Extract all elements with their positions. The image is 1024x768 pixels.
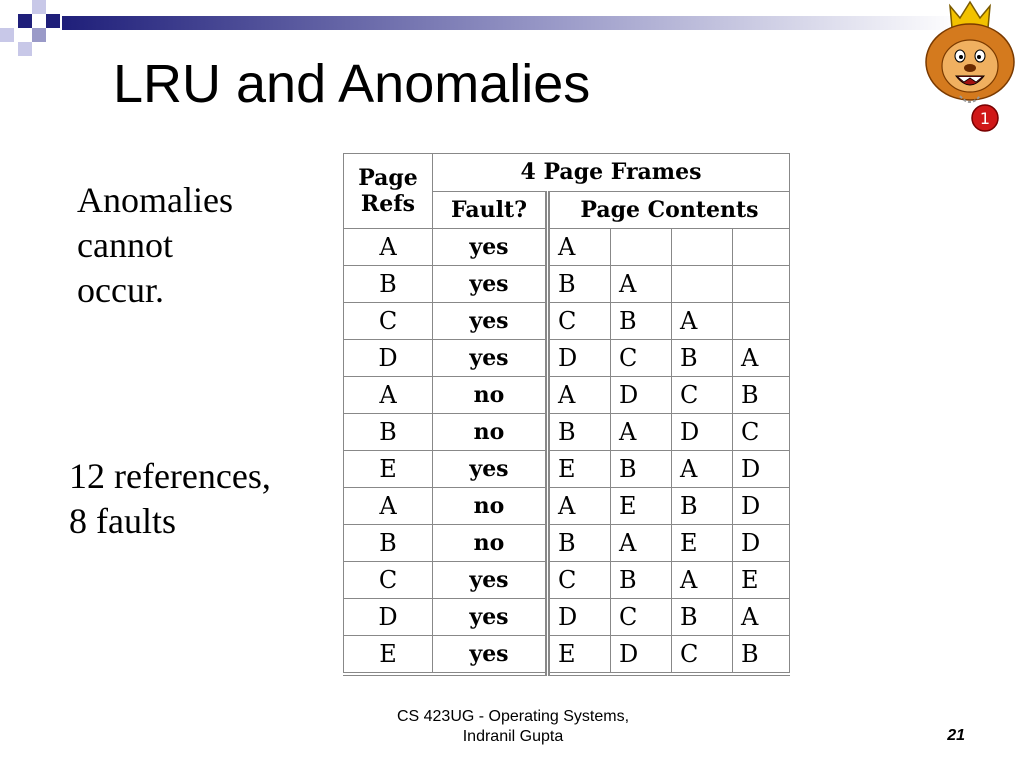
page-ref-cell: C bbox=[344, 562, 433, 599]
page-content-cell bbox=[672, 229, 733, 266]
crowned-lion-mascot-icon bbox=[920, 0, 1020, 135]
fault-cell: no bbox=[433, 525, 548, 562]
page-content-cell: D bbox=[733, 525, 790, 562]
table-row bbox=[344, 377, 790, 414]
page-content-cell: A bbox=[548, 229, 611, 266]
page-content-cell: C bbox=[733, 414, 790, 451]
header-page-refs bbox=[344, 154, 433, 229]
page-content-cell: A bbox=[611, 525, 672, 562]
page-content-cell: E bbox=[548, 451, 611, 488]
table-row bbox=[344, 266, 790, 303]
page-content-cell: C bbox=[672, 377, 733, 414]
page-content-cell: A bbox=[611, 266, 672, 303]
page-content-cell: B bbox=[733, 636, 790, 675]
page-content-cell bbox=[611, 229, 672, 266]
fault-cell: yes bbox=[433, 562, 548, 599]
page-content-cell: C bbox=[548, 562, 611, 599]
page-content-cell: C bbox=[548, 303, 611, 340]
page-content-cell: A bbox=[733, 599, 790, 636]
fault-cell: yes bbox=[433, 340, 548, 377]
page-content-cell: B bbox=[672, 340, 733, 377]
page-content-cell: D bbox=[611, 377, 672, 414]
table-row bbox=[344, 562, 790, 599]
page-content-cell: B bbox=[548, 525, 611, 562]
table-row bbox=[344, 414, 790, 451]
page-content-cell bbox=[733, 266, 790, 303]
corner-square bbox=[18, 42, 32, 56]
page-content-cell: A bbox=[548, 377, 611, 414]
page-content-cell: E bbox=[548, 636, 611, 675]
page-ref-cell: B bbox=[344, 266, 433, 303]
header-fault: Fault? bbox=[433, 191, 548, 229]
page-content-cell: D bbox=[611, 636, 672, 675]
page-content-cell: C bbox=[611, 599, 672, 636]
table-row bbox=[344, 636, 790, 675]
page-content-cell: C bbox=[611, 340, 672, 377]
page-content-cell: D bbox=[733, 451, 790, 488]
page-content-cell: D bbox=[548, 599, 611, 636]
page-ref-cell: B bbox=[344, 414, 433, 451]
page-ref-cell: D bbox=[344, 599, 433, 636]
page-content-cell: B bbox=[611, 303, 672, 340]
page-content-cell: D bbox=[548, 340, 611, 377]
fault-cell: no bbox=[433, 414, 548, 451]
page-content-cell: A bbox=[548, 488, 611, 525]
fault-cell: yes bbox=[433, 266, 548, 303]
page-content-cell: D bbox=[672, 414, 733, 451]
page-content-cell: B bbox=[733, 377, 790, 414]
page-content-cell: B bbox=[672, 488, 733, 525]
page-ref-cell: B bbox=[344, 525, 433, 562]
page-content-cell: B bbox=[672, 599, 733, 636]
reference-count-note: 12 references, 8 faults bbox=[69, 456, 271, 541]
page-content-cell: C bbox=[672, 636, 733, 675]
slide-title: LRU and Anomalies bbox=[113, 54, 591, 114]
page-ref-cell: A bbox=[344, 229, 433, 266]
table-row bbox=[344, 229, 790, 266]
page-content-cell: E bbox=[672, 525, 733, 562]
fault-cell: yes bbox=[433, 229, 548, 266]
page-content-cell bbox=[733, 303, 790, 340]
table-row bbox=[344, 303, 790, 340]
header-page-frames: 4 Page Frames bbox=[433, 154, 790, 192]
header-page-contents: Page Contents bbox=[548, 191, 790, 229]
page-content-cell: B bbox=[611, 562, 672, 599]
header-page-refs-line2: Refs bbox=[360, 191, 416, 217]
page-content-cell: B bbox=[611, 451, 672, 488]
footer-line2: Indranil Gupta bbox=[462, 728, 564, 745]
page-ref-cell: A bbox=[344, 377, 433, 414]
anomaly-note: Anomalies cannot occur. bbox=[77, 180, 233, 310]
fault-cell: no bbox=[433, 488, 548, 525]
header-gradient-bar bbox=[62, 16, 962, 30]
page-content-cell: A bbox=[672, 451, 733, 488]
header-page-refs-line1: Page bbox=[358, 165, 418, 191]
page-content-cell: A bbox=[733, 340, 790, 377]
lru-page-frame-table bbox=[343, 153, 790, 676]
page-content-cell: D bbox=[733, 488, 790, 525]
fault-cell: yes bbox=[433, 636, 548, 675]
page-ref-cell: E bbox=[344, 451, 433, 488]
table-row bbox=[344, 451, 790, 488]
page-number: 21 bbox=[947, 727, 965, 744]
page-content-cell: A bbox=[672, 303, 733, 340]
medal-number: 1 bbox=[979, 109, 991, 128]
table-row bbox=[344, 599, 790, 636]
corner-square bbox=[18, 14, 32, 28]
corner-square bbox=[32, 0, 46, 14]
fault-cell: yes bbox=[433, 451, 548, 488]
corner-square bbox=[46, 14, 60, 28]
page-ref-cell: A bbox=[344, 488, 433, 525]
table-row bbox=[344, 525, 790, 562]
page-content-cell: E bbox=[611, 488, 672, 525]
corner-square bbox=[32, 28, 46, 42]
table-row bbox=[344, 488, 790, 525]
page-ref-cell: E bbox=[344, 636, 433, 675]
table-row bbox=[344, 340, 790, 377]
page-content-cell bbox=[733, 229, 790, 266]
page-content-cell: E bbox=[733, 562, 790, 599]
footer-line1: CS 423UG - Operating Systems, bbox=[396, 708, 630, 725]
corner-square bbox=[0, 28, 14, 42]
page-content-cell: B bbox=[548, 414, 611, 451]
page-content-cell bbox=[672, 266, 733, 303]
page-content-cell: A bbox=[611, 414, 672, 451]
page-ref-cell: D bbox=[344, 340, 433, 377]
page-content-cell: A bbox=[672, 562, 733, 599]
fault-cell: yes bbox=[433, 599, 548, 636]
footer bbox=[388, 707, 638, 747]
page-ref-cell: C bbox=[344, 303, 433, 340]
fault-cell: yes bbox=[433, 303, 548, 340]
fault-cell: no bbox=[433, 377, 548, 414]
page-content-cell: B bbox=[548, 266, 611, 303]
